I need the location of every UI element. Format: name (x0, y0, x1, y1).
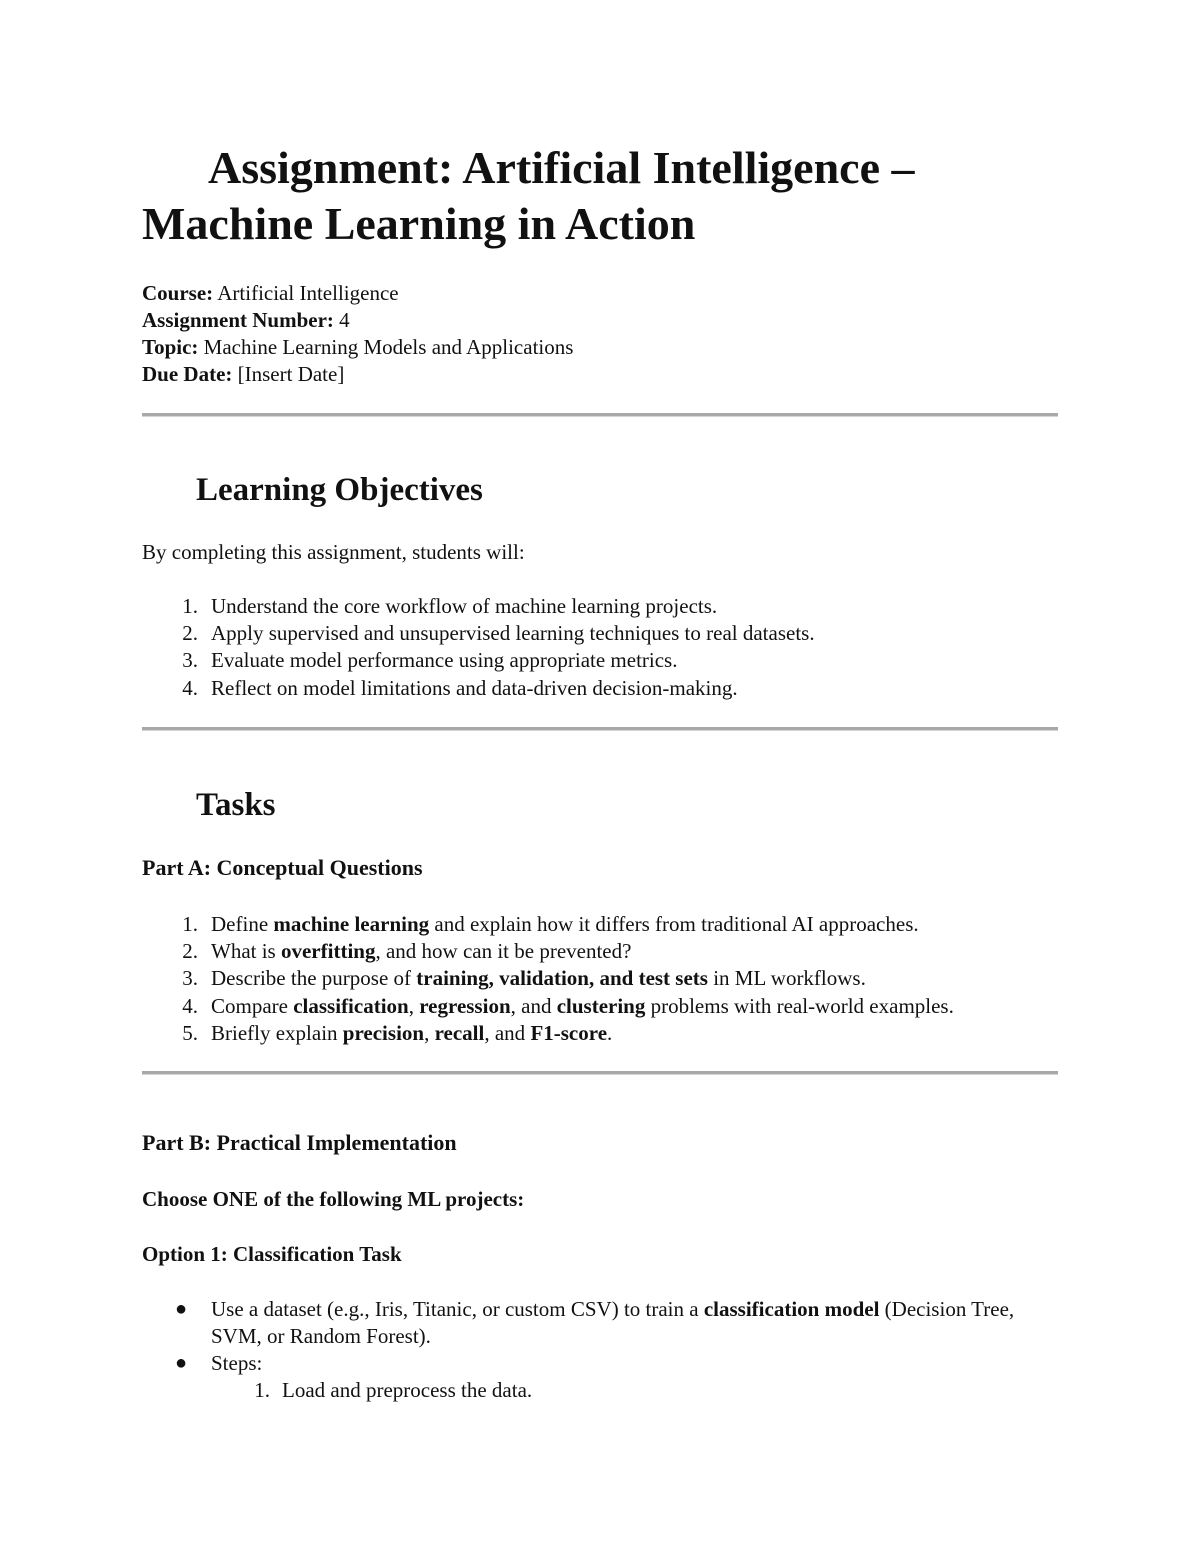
question-text: Describe the purpose of training, validation, and test sets in ML workflows. (211, 966, 866, 990)
list-item-number: 4. (182, 676, 198, 700)
meta-due-date (142, 361, 344, 388)
list-item-text: Understand the core workflow of machine learning projects. (211, 594, 718, 618)
meta-course (142, 280, 399, 307)
section-heading-objectives: Learning Objectives (196, 472, 483, 508)
step-number: 1. (254, 1378, 270, 1402)
bullet-text: Steps: (211, 1351, 263, 1375)
list-item-text: Reflect on model limitations and data-driven decision-making. (211, 676, 738, 700)
step-text: Load and preprocess the data. (282, 1378, 533, 1402)
meta-due-date-value: [Insert Date] (237, 362, 345, 386)
meta-topic-label: Topic: (142, 335, 199, 359)
choose-instruction: Choose ONE of the following ML projects: (142, 1187, 525, 1211)
bullet-icon: ● (175, 1352, 188, 1374)
question-text: Compare classification, regression, and clustering problems with real-world examples. (211, 994, 954, 1018)
question-number: 1. (182, 912, 198, 936)
section-heading-tasks: Tasks (196, 787, 276, 823)
list-item-number: 2. (182, 621, 198, 645)
horizontal-rule (142, 1071, 1058, 1075)
list-item-number: 3. (182, 648, 198, 672)
question-text: Define machine learning and explain how it differs from traditional AI approaches. (211, 912, 919, 936)
question-number: 3. (182, 966, 198, 990)
list-item-number: 1. (182, 594, 198, 618)
question-text: Briefly explain precision, recall, and F1-score. (211, 1021, 613, 1045)
document-title: Assignment: Artificial Intelligence – Machine Learning in Action (142, 142, 915, 249)
list-item-text: Evaluate model performance using appropriate metrics. (211, 648, 678, 672)
list-item-text: Apply supervised and unsupervised learning techniques to real datasets. (211, 621, 815, 645)
part-b-heading: Part B: Practical Implementation (142, 1130, 457, 1155)
question-number: 5. (182, 1021, 198, 1045)
meta-assignment-number-value: 4 (339, 308, 350, 332)
option1-heading: Option 1: Classification Task (142, 1242, 402, 1266)
question-number: 4. (182, 994, 198, 1018)
question-number: 2. (182, 939, 198, 963)
part-a-heading: Part A: Conceptual Questions (142, 855, 423, 880)
bullet-text: Use a dataset (e.g., Iris, Titanic, or custom CSV) to train a classification model (Decision Tree, SVM, or Random Forest). (211, 1297, 1015, 1348)
meta-assignment-number-label: Assignment Number: (142, 308, 334, 332)
meta-course-value: Artificial Intelligence (217, 281, 399, 305)
horizontal-rule (142, 413, 1058, 417)
meta-course-label: Course: (142, 281, 214, 305)
question-text: What is overfitting, and how can it be prevented? (211, 939, 632, 963)
meta-assignment-number (142, 307, 350, 334)
horizontal-rule (142, 727, 1058, 731)
objectives-intro: By completing this assignment, students will: (142, 540, 525, 564)
bullet-icon: ● (175, 1298, 188, 1320)
meta-due-date-label: Due Date: (142, 362, 233, 386)
meta-topic-value: Machine Learning Models and Applications (203, 335, 574, 359)
meta-topic (142, 334, 573, 361)
